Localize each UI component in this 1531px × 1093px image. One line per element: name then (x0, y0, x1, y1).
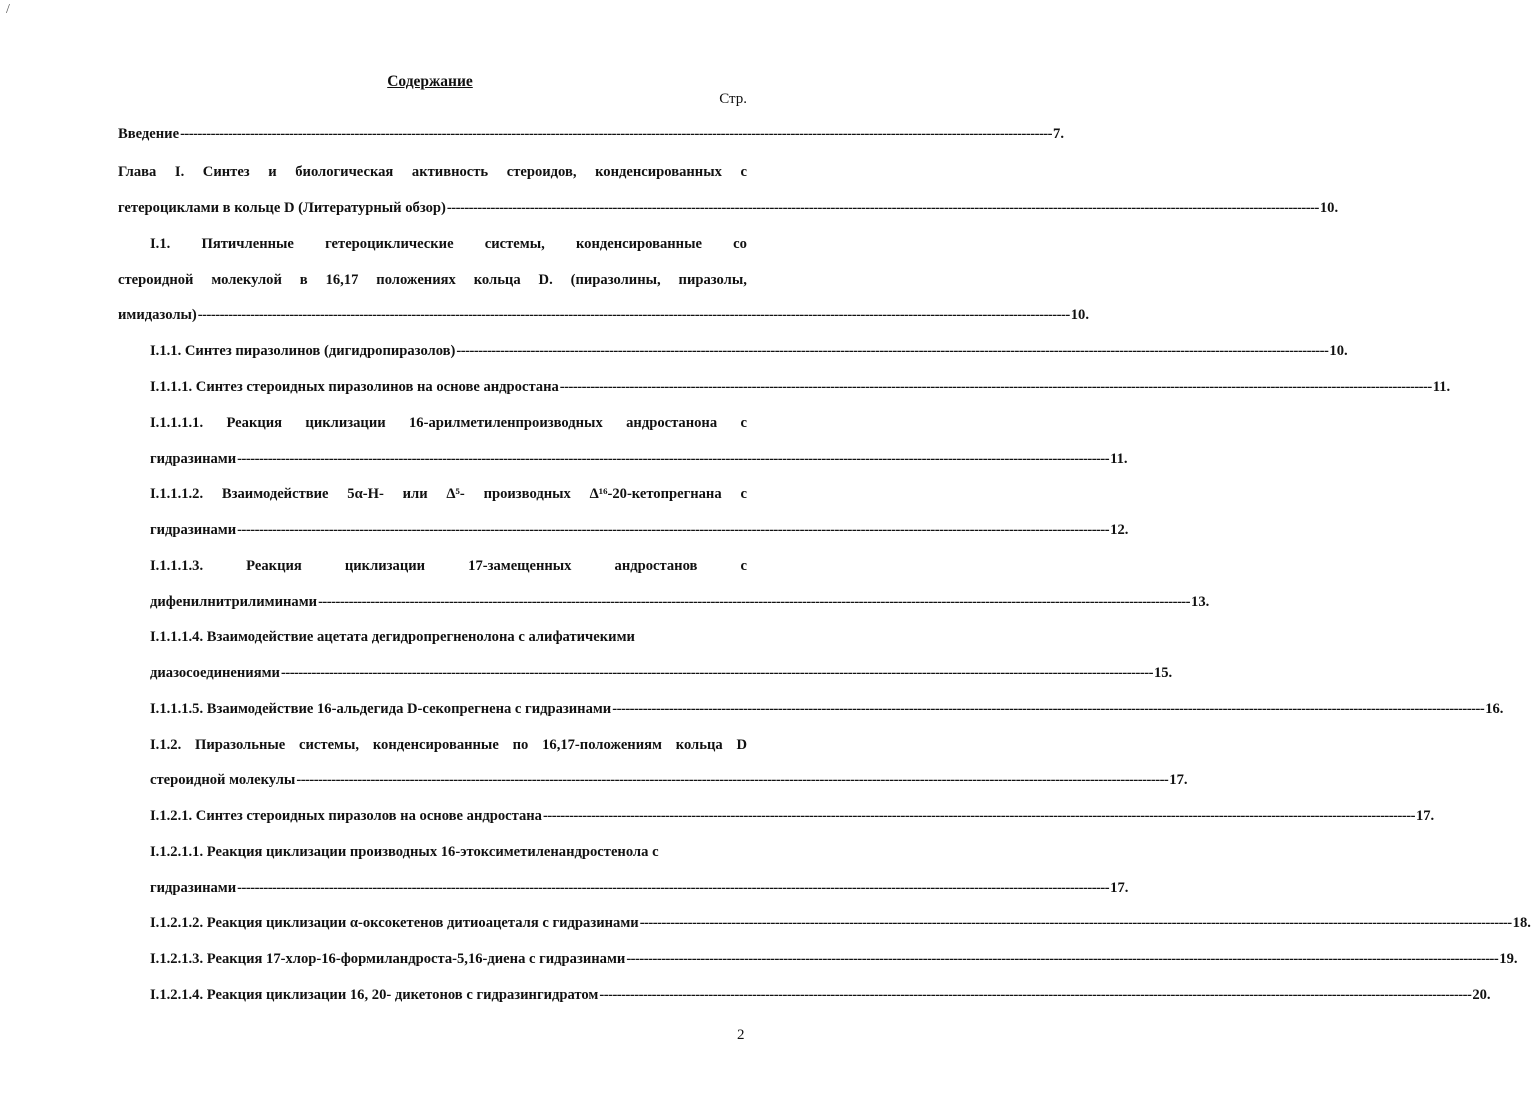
toc-entry-title: I.1.2.1. Синтез стероидных пиразолов на основе андростана (150, 808, 542, 824)
toc-entry-title: имидазолы) (118, 307, 197, 323)
page-title: Содержание (387, 73, 473, 90)
toc-word: стероидов, (506, 164, 577, 180)
toc-entry-page: 15. (1153, 665, 1173, 681)
toc-entry-title: гидразинами (150, 880, 237, 896)
toc-line (118, 270, 747, 290)
toc-entry-page: 7. (1053, 126, 1064, 142)
toc-word: 17-замещенных (468, 558, 572, 574)
toc-entry[interactable] (150, 592, 1210, 612)
toc-line (150, 484, 747, 504)
toc-entry-page: 17. (1169, 772, 1188, 788)
toc-entry-page: 10. (1329, 343, 1348, 359)
toc-word: гетероциклические (325, 236, 454, 252)
toc-entry-page: 16. (1485, 701, 1504, 717)
toc-entry-page: 11. (1432, 379, 1451, 395)
dot-leader: -------------------------------------------------------------------------------------------------------------------------------------------------------------------------------------------------------- (296, 772, 1169, 788)
dot-leader: -------------------------------------------------------------------------------------------------------------------------------------------------------------------------------------------------------- (237, 522, 1110, 538)
dot-leader: -------------------------------------------------------------------------------------------------------------------------------------------------------------------------------------------------------- (542, 808, 1415, 824)
toc-word: в (299, 272, 308, 288)
toc-entry[interactable] (150, 377, 1451, 397)
dot-leader: -------------------------------------------------------------------------------------------------------------------------------------------------------------------------------------------------------- (639, 915, 1512, 931)
toc-entry-title: I.1.1.1. Синтез стероидных пиразолинов на основе андростана (150, 379, 559, 395)
toc-entry-title: Введение (118, 126, 180, 142)
toc-entry[interactable] (150, 341, 1348, 361)
toc-entry-page: 17. (1415, 808, 1435, 824)
toc-word: андростанов (614, 558, 698, 574)
toc-word: андростанона (626, 415, 718, 431)
dot-leader: -------------------------------------------------------------------------------------------------------------------------------------------------------------------------------------------------------- (456, 343, 1329, 359)
dot-leader: -------------------------------------------------------------------------------------------------------------------------------------------------------------------------------------------------------- (197, 307, 1070, 323)
toc-line (150, 556, 747, 576)
toc-word: 16-арилметиленпроизводных (408, 415, 603, 431)
toc-entry[interactable] (118, 124, 1064, 144)
toc-word: с (740, 164, 747, 180)
toc-word: Δ⁵- (446, 486, 465, 502)
toc-entry-title: гидразинами (150, 451, 237, 467)
dot-leader: -------------------------------------------------------------------------------------------------------------------------------------------------------------------------------------------------------- (559, 379, 1432, 395)
toc-entry-page: 17. (1110, 880, 1129, 896)
dot-leader: -------------------------------------------------------------------------------------------------------------------------------------------------------------------------------------------------------- (318, 594, 1191, 610)
toc-line: I.1.1.1.4. Взаимодействие ацетата дегидропрегненолона с алифатичекими (150, 629, 635, 645)
toc-entry[interactable] (150, 913, 1531, 933)
toc-entry-page: 18. (1512, 915, 1531, 931)
toc-word: конденсированных (595, 164, 722, 180)
toc-entry[interactable] (150, 449, 1128, 469)
dot-leader: -------------------------------------------------------------------------------------------------------------------------------------------------------------------------------------------------------- (180, 126, 1053, 142)
toc-word: со (733, 236, 747, 252)
toc-word: циклизации (305, 415, 386, 431)
toc-word: с (740, 415, 747, 431)
page-column-label: Стр. (719, 91, 747, 107)
toc-entry[interactable] (150, 806, 1435, 826)
page-number: 2 (737, 1027, 745, 1043)
toc-entry-title: I.1.1.1.5. Взаимодействие 16-альдегида D-секопрегнена с гидразинами (150, 701, 612, 717)
toc-line (118, 162, 747, 182)
toc-word: Пиразольные (195, 737, 286, 753)
corner-mark: / (6, 2, 10, 17)
toc-entry-title: I.1.2.1.3. Реакция 17-хлор-16-формиландроста-5,16-диена с гидразинами (150, 951, 626, 967)
dot-leader: -------------------------------------------------------------------------------------------------------------------------------------------------------------------------------------------------------- (237, 880, 1110, 896)
toc-entry[interactable] (150, 949, 1518, 969)
toc-entry-title: дифенилнитрилиминами (150, 594, 318, 610)
dot-leader: -------------------------------------------------------------------------------------------------------------------------------------------------------------------------------------------------------- (446, 200, 1319, 216)
toc-entry-title: I.1.1. Синтез пиразолинов (дигидропиразолов) (150, 343, 456, 359)
toc-word: I.1.2. (150, 737, 182, 753)
toc-line (150, 735, 747, 755)
toc-entry-page: 10. (1070, 307, 1089, 323)
toc-entry-title: диазосоединениями (150, 665, 280, 681)
toc-word: 5α-Н- (347, 486, 384, 502)
toc-word: Δ¹⁶-20-кетопрегнана (589, 486, 722, 502)
toc-word: или (402, 486, 428, 502)
dot-leader: -------------------------------------------------------------------------------------------------------------------------------------------------------------------------------------------------------- (612, 701, 1485, 717)
dot-leader: -------------------------------------------------------------------------------------------------------------------------------------------------------------------------------------------------------- (626, 951, 1499, 967)
toc-word: Глава (118, 164, 157, 180)
toc-entry-title: I.1.2.1.4. Реакция циклизации 16, 20- дикетонов с гидразингидратом (150, 987, 599, 1003)
toc-word: Пятичленные (201, 236, 294, 252)
dot-leader: -------------------------------------------------------------------------------------------------------------------------------------------------------------------------------------------------------- (237, 451, 1110, 467)
toc-entry[interactable] (150, 878, 1129, 898)
toc-word: биологическая (295, 164, 394, 180)
toc-word: 16,17 (325, 272, 359, 288)
toc-entry[interactable] (150, 985, 1491, 1005)
toc-entry-page: 10. (1319, 200, 1339, 216)
toc-entry-page: 12. (1110, 522, 1129, 538)
toc-word: по (512, 737, 529, 753)
toc-word: Реакция (246, 558, 302, 574)
dot-leader: -------------------------------------------------------------------------------------------------------------------------------------------------------------------------------------------------------- (599, 987, 1472, 1003)
toc-word: (пиразолины, (570, 272, 661, 288)
toc-word: Взаимодействие (221, 486, 329, 502)
toc-word: молекулой (211, 272, 282, 288)
toc-word: с (740, 558, 747, 574)
toc-word: конденсированные (575, 236, 702, 252)
toc-entry-page: 11. (1110, 451, 1128, 467)
toc-word: стероидной (118, 272, 194, 288)
toc-entry-page: 20. (1472, 987, 1491, 1003)
dot-leader: -------------------------------------------------------------------------------------------------------------------------------------------------------------------------------------------------------- (280, 665, 1153, 681)
toc-word: циклизации (344, 558, 426, 574)
toc-word: D (736, 737, 747, 753)
toc-word: производных (483, 486, 571, 502)
toc-word: конденсированные (372, 737, 499, 753)
toc-entry-title: I.1.2.1.2. Реакция циклизации α-оксокетенов дитиоацеталя с гидразинами (150, 915, 639, 931)
toc-line: I.1.2.1.1. Реакция циклизации производных 16-этоксиметиленандростенола с (150, 844, 659, 860)
toc-word: I. (174, 164, 185, 180)
toc-entry[interactable] (150, 699, 1504, 719)
toc-word: Реакция (226, 415, 283, 431)
toc-word: пиразолы, (678, 272, 747, 288)
toc-word: кольца (675, 737, 723, 753)
toc-line (150, 413, 747, 433)
toc-entry-page: 13. (1191, 594, 1210, 610)
toc-entry[interactable] (150, 520, 1129, 540)
toc-word: I.1.1.1.3. (150, 558, 204, 574)
toc-entry-title: гетероциклами в кольце D (Литературный обзор) (118, 200, 446, 216)
toc-word: 16,17-положениям (542, 737, 662, 753)
toc-word: Синтез (202, 164, 250, 180)
toc-entry-page: 19. (1499, 951, 1518, 967)
toc-word: системы, (299, 737, 360, 753)
toc-entry[interactable] (150, 663, 1173, 683)
toc-entry-title: стероидной молекулы (150, 772, 296, 788)
toc-word: I.1. (150, 236, 171, 252)
toc-line (150, 234, 747, 254)
toc-word: I.1.1.1.1. (150, 415, 204, 431)
toc-word: положениях (376, 272, 456, 288)
toc-word: и (268, 164, 277, 180)
toc-word: системы, (484, 236, 545, 252)
toc-entry[interactable] (118, 305, 1089, 325)
toc-word: кольца (473, 272, 521, 288)
toc-entry[interactable] (150, 770, 1188, 790)
toc-entry[interactable] (118, 198, 1339, 218)
toc-word: с (740, 486, 747, 502)
toc-word: активность (411, 164, 489, 180)
toc-word: I.1.1.1.2. (150, 486, 204, 502)
toc-word: D. (538, 272, 553, 288)
toc-entry-title: гидразинами (150, 522, 237, 538)
